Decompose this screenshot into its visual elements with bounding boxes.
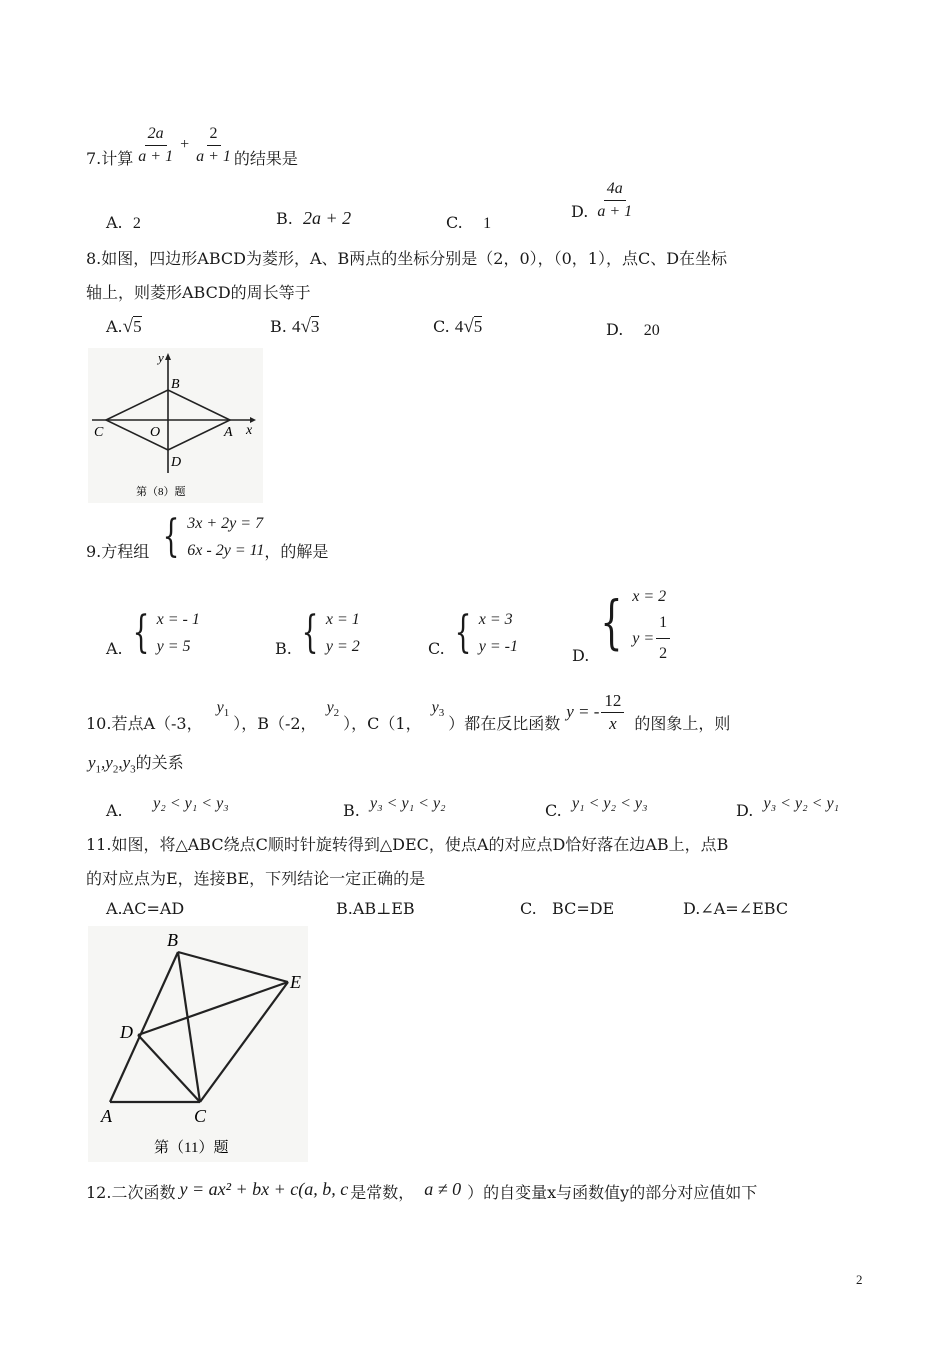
q11-option-d: D.∠A=∠EBC: [683, 899, 789, 918]
q7-fraction-2: $\frac{2}{a + 1}$: [196, 124, 231, 165]
rotation-diagram: [88, 926, 308, 1162]
label-a: A: [101, 1106, 112, 1126]
q7-plus: +: [180, 136, 190, 153]
q11-line1: 11.如图，将△ABC绕点C顺时针旋转得到△DEC，使点A的对应点D恰好落在边AB上，点B: [86, 835, 729, 854]
q9-option-a: A. { x = - 1 y = 5: [106, 607, 200, 658]
figure-11-caption: 第（11）题: [154, 1140, 229, 1156]
q10-option-a: A. y₂ < y₁ < y₃: [106, 795, 229, 820]
q12-stem: 12.二次函数 y = ax² + bx + c(a, b, c 是常数， a ≠ 0 ）的自变量x与函数值y的部分对应值如下: [86, 1179, 758, 1202]
q11-option-b: B.AB⊥EB: [336, 899, 415, 918]
q10-option-c: C. y₁ < y₂ < y₃: [545, 795, 648, 820]
q7-option-d: D. $\frac{4a}{a + 1}$: [571, 180, 633, 221]
label-c: C: [94, 425, 104, 440]
label-b: B: [171, 377, 180, 392]
label-d: D: [171, 455, 182, 470]
q9-stem: [86, 510, 328, 564]
q8-option-d: D. 20: [606, 320, 660, 339]
q8-option-a: A.√5: [106, 316, 142, 337]
q9-option-c: C. { x = 3 y = -1: [428, 607, 518, 658]
q11-option-c: C. BC=DE: [520, 899, 615, 918]
q9-tail: ，的解是: [264, 542, 329, 561]
page-number: 2: [856, 1272, 863, 1287]
segment-bc: [178, 952, 200, 1102]
q7-option-c: C. 1: [446, 213, 492, 232]
q10-line2: $y_1,y_2,y_3$的关系: [88, 753, 184, 776]
label-y: y: [158, 350, 164, 365]
q10-option-d: D. y₃ < y₂ < y₁: [736, 795, 840, 820]
label-e: E: [290, 972, 301, 992]
q7-fraction-1: $\frac{2a}{a + 1}$: [138, 124, 174, 165]
q12-function: y = ax² + bx + c(a, b, c: [179, 1179, 349, 1199]
q10-option-b: B. y₃ < y₁ < y₂: [343, 795, 446, 820]
q9-number: 9.方程组: [86, 542, 150, 561]
q9-system: { 3x + 2y = 7 6x - 2y = 11: [162, 511, 265, 562]
q11-option-a: A.AC=AD: [106, 899, 185, 918]
label-d: D: [120, 1022, 133, 1042]
label-b: B: [167, 930, 178, 950]
q10-stem: 10.若点A（-3， $y_1$ ），B（-2， $y_2$ ），C（1， $y_3$ ）都在反比函数 y = - $\frac{12}{x}$ 的图象上，则: [86, 690, 731, 733]
q7-option-b: B. 2a + 2: [276, 208, 352, 228]
label-o: O: [150, 425, 161, 440]
q8-option-c: C. 4√5: [433, 316, 483, 337]
q9-option-b: B. { x = 1 y = 2: [275, 607, 360, 658]
rhombus-diagram: [88, 348, 263, 503]
q12-condition: a ≠ 0: [424, 1179, 462, 1199]
y-axis-arrow: [165, 353, 171, 360]
q8-figure: [88, 348, 263, 503]
q8-line2: 轴上，则菱形ABCD的周长等于: [86, 283, 311, 302]
figure-8-caption: 第（8）题: [136, 486, 186, 498]
segment-be: [178, 952, 288, 982]
q11-figure: [88, 926, 308, 1162]
q8-option-b: B. 4√3: [270, 316, 320, 337]
q7-tail: 的结果是: [233, 148, 298, 168]
q9-option-d: D. { x = 2 y = $\frac{1}{2}$: [572, 584, 670, 667]
label-a: A: [224, 425, 233, 440]
q7-number: 7.计算: [86, 148, 134, 168]
label-c: C: [194, 1106, 207, 1126]
q8-line1: 8.如图，四边形ABCD为菱形，A、B两点的坐标分别是（2，0），（0，1），点C、D在坐标: [86, 249, 728, 268]
q7-stem: [86, 118, 298, 172]
q7-option-a: A. 2: [106, 213, 141, 232]
segment-ec: [200, 982, 288, 1102]
q11-line2: 的对应点为E，连接BE，下列结论一定正确的是: [86, 869, 426, 888]
label-x: x: [246, 423, 253, 438]
y-variables: $y_1,y_2,y_3$: [88, 753, 136, 776]
